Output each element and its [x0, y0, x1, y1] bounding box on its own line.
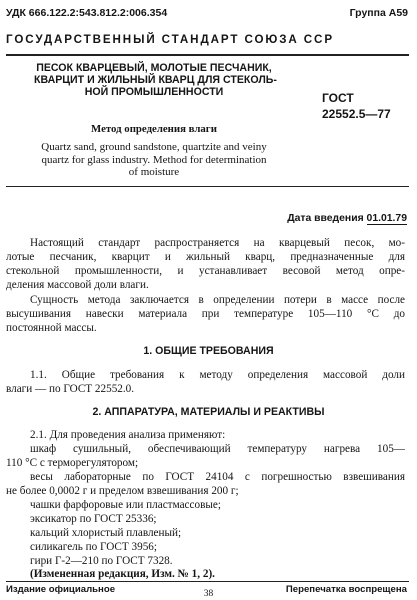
- text-line: гири Г-2—210 по ГОСТ 7328.: [30, 555, 173, 567]
- footer-official-edition: Издание официальное: [6, 584, 116, 595]
- gost-label: ГОСТ: [322, 91, 354, 105]
- text-line: 2.1. Для проведения анализа применяют:: [30, 429, 226, 441]
- udk-code: УДК 666.122.2:543.812.2:006.354: [6, 7, 168, 19]
- text-line: 1.1. Общие требования к методу определения массовой доли: [30, 369, 405, 381]
- top-divider: [6, 54, 409, 56]
- title-en-line: of moisture: [128, 166, 180, 178]
- footer-divider: [6, 581, 409, 582]
- page-number: 38: [203, 589, 214, 599]
- introduction-date: [287, 213, 407, 224]
- introduction-date-label: Дата введения: [287, 213, 364, 224]
- title-en-line: Quartz sand, ground sandstone, quartzite and veiny: [41, 141, 267, 153]
- text-line: высушивания навески материала при температуре 105—110 °С до: [6, 308, 405, 320]
- text-line: 110 °С с терморегулятором;: [6, 457, 139, 469]
- introduction-date-value: 01.01.79: [366, 213, 407, 224]
- text-line: кальций хлористый плавленый;: [30, 527, 182, 539]
- text-line: не более 0,0002 г и пределом взвешивания 200 г;: [6, 485, 239, 497]
- text-line: чашки фарфоровые или пластмассовые;: [30, 499, 221, 511]
- group-code: Группа А59: [349, 7, 408, 19]
- revision-note: (Измененная редакция, Изм. № 1, 2).: [30, 568, 215, 580]
- title-ru-line: КВАРЦИТ И ЖИЛЬНЫЙ КВАРЦ ДЛЯ СТЕКОЛЬ-: [34, 74, 277, 86]
- title-en: [34, 141, 274, 179]
- text-line: деления массовой доли влаги.: [6, 279, 149, 291]
- title-ru-line: НОЙ ПРОМЫШЛЕННОСТИ: [84, 86, 224, 98]
- text-line: стекольной промышленности, и устанавливает весовой метод опре-: [6, 265, 405, 277]
- text-line: постоянной массы.: [6, 322, 97, 334]
- text-line: лотые песчаник, кварцит и жильный кварц, предназначенные для: [6, 251, 405, 263]
- gost-number: 22552.5—77: [322, 107, 391, 121]
- section-2-heading: 2. АППАРАТУРА, МАТЕРИАЛЫ И РЕАКТИВЫ: [92, 406, 325, 418]
- title-ru: [34, 62, 277, 98]
- title-ru-line: ПЕСОК КВАРЦЕВЫЙ, МОЛОТЫЕ ПЕСЧАНИК,: [36, 62, 272, 74]
- text-line: весы лабораторные по ГОСТ 24104 с погрешностью взвешивания: [30, 471, 405, 483]
- standard-banner: ГОСУДАРСТВЕННЫЙ СТАНДАРТ СОЮЗА ССР: [6, 33, 334, 46]
- text-line: Настоящий стандарт распространяется на кварцевый песок, мо-: [30, 237, 405, 249]
- text-line: силикагель по ГОСТ 3956;: [30, 541, 158, 553]
- text-line: Сущность метода заключается в определении потери в массе после: [30, 294, 405, 306]
- title-en-line: quartz for glass industry. Method for determination: [41, 153, 267, 166]
- text-line: влаги — по ГОСТ 22552.0.: [6, 383, 135, 395]
- method-title: Метод определения влаги: [91, 123, 217, 135]
- text-line: шкаф сушильный, обеспечивающий температуру нагрева 105—: [30, 443, 405, 455]
- text-line: эксикатор по ГОСТ 25336;: [30, 513, 157, 525]
- section-1-heading: 1. ОБЩИЕ ТРЕБОВАНИЯ: [143, 345, 274, 357]
- footer-reprint-prohibited: Перепечатка воспрещена: [285, 584, 407, 595]
- title-divider: [6, 186, 409, 187]
